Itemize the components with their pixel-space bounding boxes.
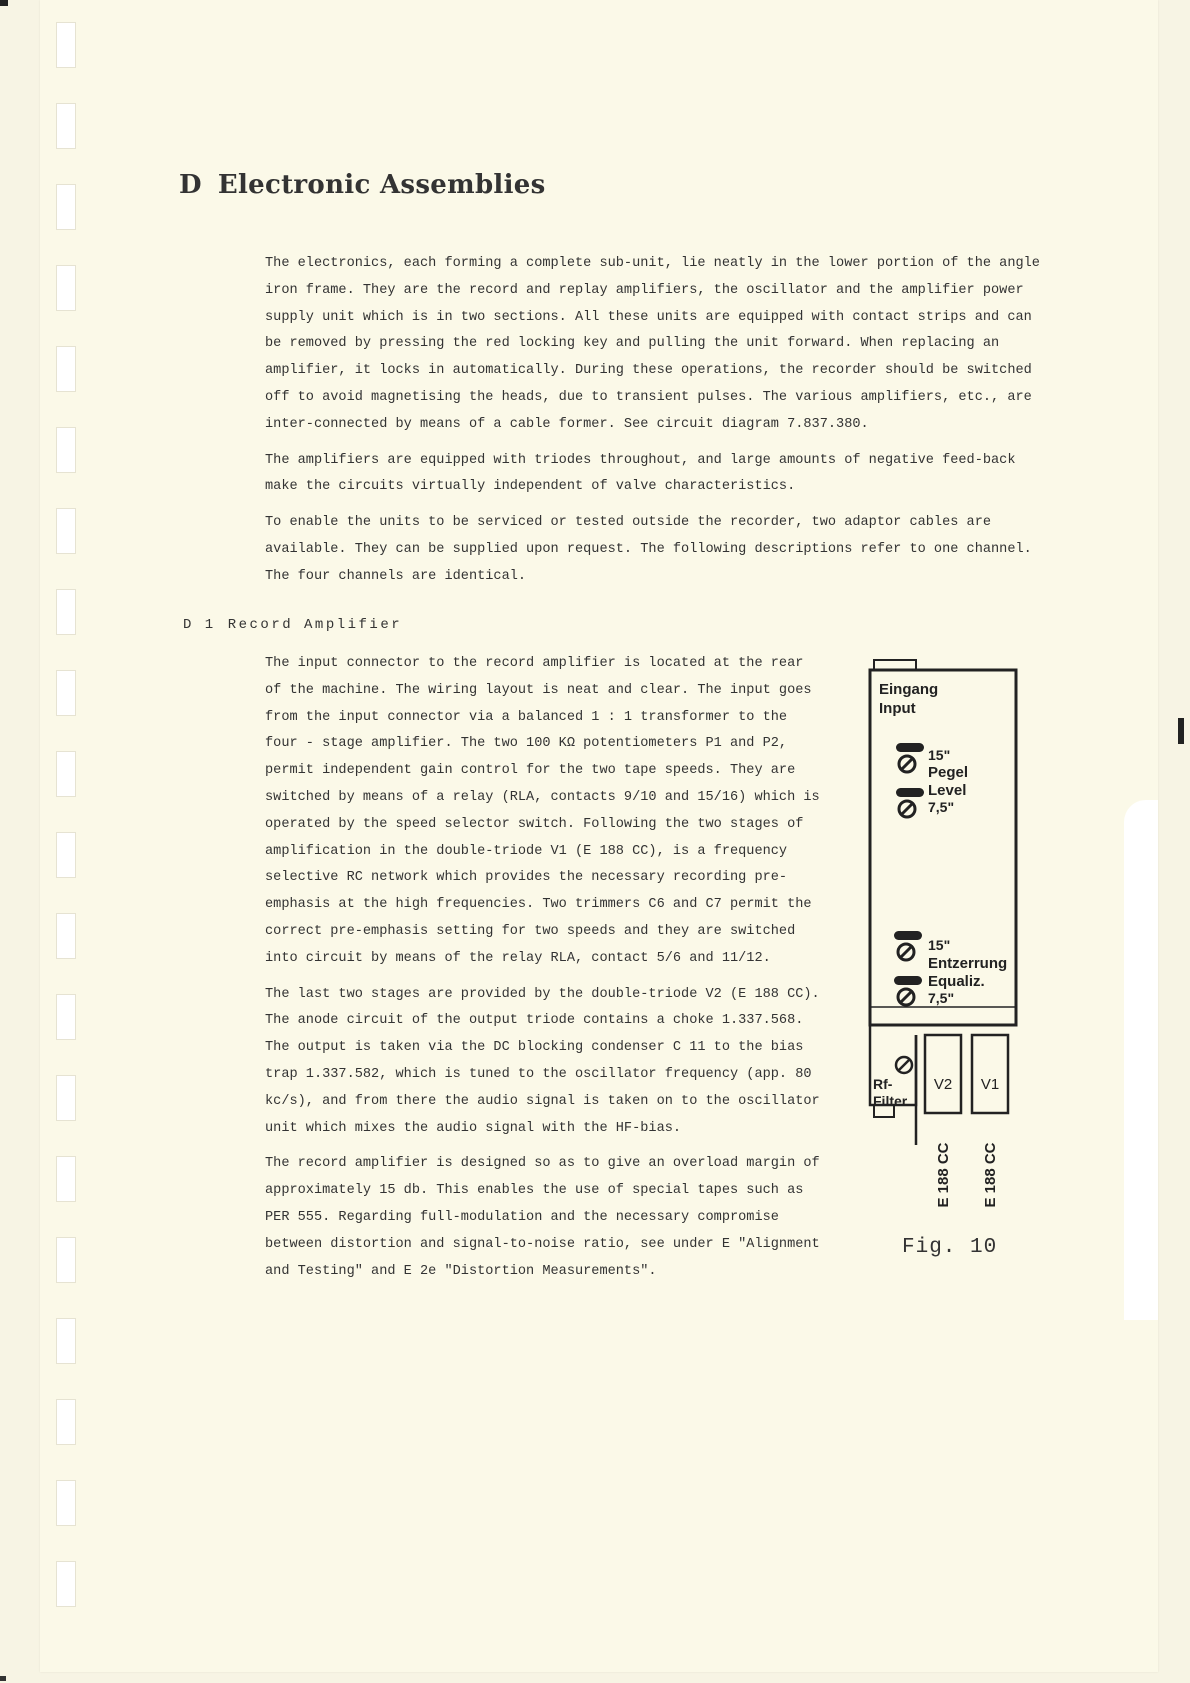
level-trimmer-icon xyxy=(899,801,915,817)
punch-hole xyxy=(56,1156,76,1202)
punch-hole xyxy=(56,1399,76,1445)
eq-label-de: Entzerrung xyxy=(928,955,1008,972)
section-title: Record Amplifier xyxy=(227,617,403,633)
input-label-de: Eingang xyxy=(879,681,939,698)
eq-label-en: Equaliz. xyxy=(928,973,985,990)
section-heading xyxy=(183,617,402,633)
eq-speed-low: 7,5" xyxy=(928,990,955,1006)
punch-hole xyxy=(56,1480,76,1526)
valve-v1-label: V1 xyxy=(980,1076,1000,1093)
paragraph: The input connector to the record amplifier is located at the rear of the machine. The wiring layout is neat and clear. The input goes from the input connector via a balanced 1 : 1 transformer to the four - stage amplifier. The two 100 KΩ potentiometers P1 and P2, permit independent gain control for the two tape speeds. They are switched by means of a relay (RLA, contacts 9/10 and 15/16) which is operated by the speed selector switch. Following the two stages of amplification in the double-triode V1 (E 188 CC), is a frequency selective RC network which provides the necessary recording pre-emphasis at the high frequencies. Two trimmers C6 and C7 permit the correct pre-emphasis setting for two speeds and they are switched into circuit by means of the relay RLA, contact 5/6 and 11/12. xyxy=(265,656,820,966)
scan-bottom-mark xyxy=(0,1676,6,1681)
paragraph: The last two stages are provided by the double-triode V2 (E 188 CC). The anode circuit of the output triode contains a choke 1.337.568. The output is taken via the DC blocking condenser C 11 to the bias trap 1.337.582, which is tuned to the oscillator frequency (app. 80 kc/s), and from there the audio signal is taken on to the oscillator unit which mixes the audio signal with the HF-bias. xyxy=(265,986,820,1136)
scan-corner-mark xyxy=(0,0,8,6)
punch-hole xyxy=(56,265,76,311)
record-amplifier-panel-diagram xyxy=(862,655,1022,1245)
punch-hole xyxy=(56,508,76,554)
eq-indicator-bar xyxy=(894,931,922,940)
section-number: D 1 xyxy=(183,617,216,633)
level-speed-low: 7,5" xyxy=(928,799,955,815)
level-trimmer-icon xyxy=(899,756,915,772)
punch-hole xyxy=(56,346,76,392)
punch-hole xyxy=(56,589,76,635)
valve-v1-type: E 188 CC xyxy=(982,1142,999,1208)
eq-indicator-bar xyxy=(894,976,922,985)
paragraph: The record amplifier is designed so as to give an overload margin of approximately 15 db. This enables the use of special tapes such as PER 555. Regarding full-modulation and the necessary compromise between distortion and signal-to-noise ratio, see under E "Alignment and Testing" and E 2e "Distortion Measurements". xyxy=(265,1156,820,1279)
page-title xyxy=(179,170,546,200)
page-tab-notch xyxy=(1124,800,1158,1320)
rf-filter-trimmer-icon xyxy=(896,1057,912,1073)
rf-filter-label: Rf- xyxy=(873,1076,893,1092)
valve-v1-socket xyxy=(972,1035,1008,1113)
paragraph: The electronics, each forming a complete sub-unit, lie neatly in the lower portion of the angle iron frame. They are the record and replay amplifiers, the oscillator and the amplifier power supply unit which is in two sections. All these units are equipped with contact strips and can be removed by pressing the red locking key and pulling the unit forward. When replacing an amplifier, it locks in automatically. During these operations, the recorder should be switched off to avoid magnetising the heads, due to transient pulses. The various amplifiers, etc., are inter-connected by means of a cable former. See circuit diagram 7.837.380. xyxy=(265,256,1040,432)
punch-hole xyxy=(56,832,76,878)
punch-hole xyxy=(56,427,76,473)
intro-text xyxy=(265,251,1040,600)
eq-trimmer-icon xyxy=(898,989,914,1005)
punch-hole xyxy=(56,103,76,149)
eq-speed-high: 15" xyxy=(928,937,951,953)
level-label-en: Level xyxy=(928,782,967,799)
rf-filter-label: Filter xyxy=(873,1093,908,1109)
punch-hole xyxy=(56,184,76,230)
punch-hole xyxy=(56,751,76,797)
punch-hole xyxy=(56,1318,76,1364)
punch-hole xyxy=(56,1237,76,1283)
punch-hole xyxy=(56,1075,76,1121)
eq-trimmer-icon xyxy=(898,944,914,960)
punch-hole xyxy=(56,1561,76,1607)
section-text xyxy=(265,651,820,1294)
paragraph: To enable the units to be serviced or tested outside the recorder, two adaptor cables are available. They can be supplied upon request. The following descriptions refer to one channel. The four channels are identical. xyxy=(265,515,1032,584)
figure-caption: Fig. 10 xyxy=(902,1236,998,1259)
valve-v2-label: V2 xyxy=(933,1076,953,1093)
punch-hole xyxy=(56,994,76,1040)
punch-hole xyxy=(56,22,76,68)
level-indicator-bar xyxy=(896,743,924,752)
chapter-letter: D xyxy=(179,170,202,200)
punch-hole xyxy=(56,913,76,959)
input-label-en: Input xyxy=(879,700,916,717)
chapter-title: Electronic Assemblies xyxy=(217,170,546,200)
paragraph: The amplifiers are equipped with triodes throughout, and large amounts of negative feed-back make the circuits virtually independent of valve characteristics. xyxy=(265,452,1016,495)
level-speed-high: 15" xyxy=(928,747,951,763)
scan-edge-mark xyxy=(1178,718,1184,744)
valve-v2-type: E 188 CC xyxy=(935,1142,952,1208)
punch-hole xyxy=(56,670,76,716)
level-label-de: Pegel xyxy=(928,764,969,781)
level-indicator-bar xyxy=(896,788,924,797)
valve-v2-socket xyxy=(925,1035,961,1113)
